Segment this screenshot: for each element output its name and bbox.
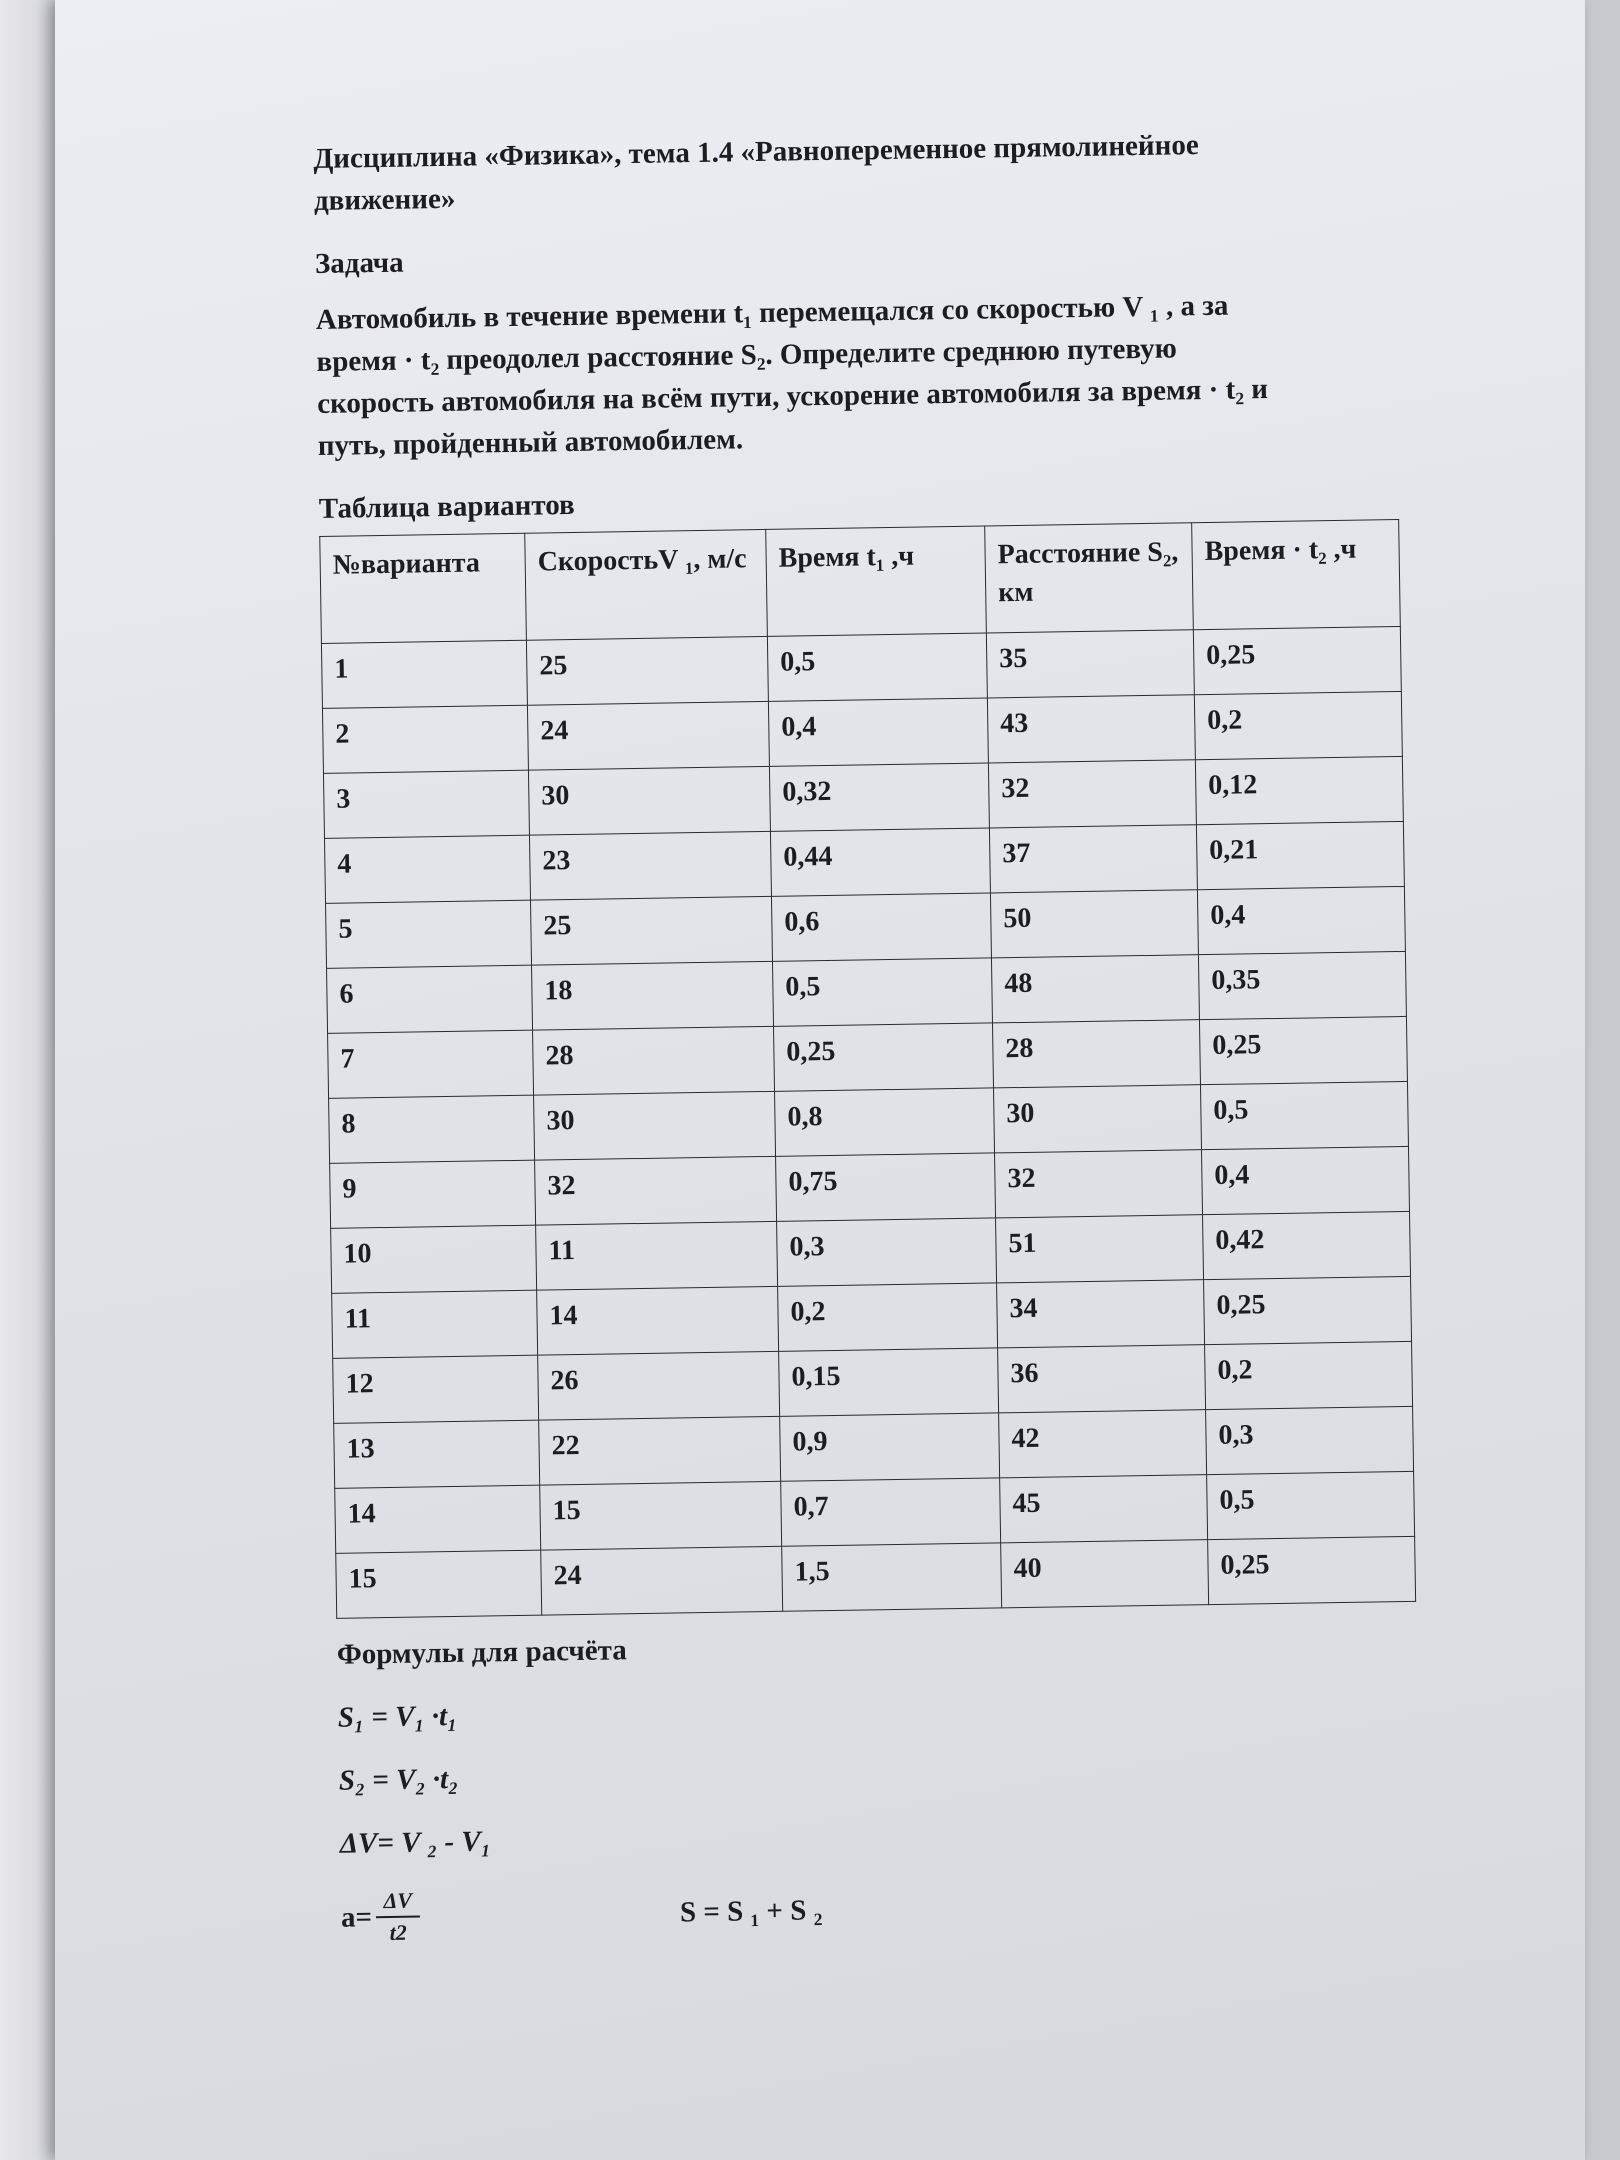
- table-header-row: [320, 519, 1401, 643]
- cell-distance: 37: [989, 825, 1197, 893]
- formula-delta-v: ΔV= V ₂ - V₁: [339, 1825, 492, 1860]
- formula-a-prefix: a=: [340, 1900, 373, 1934]
- cell-distance: 50: [990, 890, 1198, 958]
- cell-time-2: 0,3: [1206, 1406, 1414, 1474]
- cell-distance: 30: [994, 1085, 1202, 1153]
- task-line-3: скорость автомобиля на всём пути, ускорение автомобиля за время · t₂ и: [316, 373, 1269, 420]
- task-text: [316, 281, 1448, 467]
- cell-speed: 14: [537, 1286, 779, 1355]
- cell-time-1: 0,5: [772, 958, 992, 1026]
- cell-time-1: 0,75: [776, 1153, 996, 1221]
- cell-time-2: 0,21: [1196, 821, 1404, 889]
- cell-distance: 32: [988, 760, 1196, 828]
- cell-speed: 11: [536, 1221, 778, 1290]
- cell-time-2: 0,4: [1202, 1146, 1410, 1214]
- task-label: Задача: [314, 246, 404, 280]
- cell-variant: 11: [332, 1290, 538, 1358]
- formula-a-fraction: [376, 1888, 421, 1947]
- heading-line-2: движение»: [313, 182, 456, 217]
- cell-distance: 48: [991, 955, 1199, 1023]
- header-speed: СкоростьV ₁, м/с: [525, 529, 768, 640]
- cell-speed: 25: [530, 896, 772, 965]
- cell-variant: 8: [329, 1095, 535, 1163]
- cell-time-1: 0,7: [781, 1478, 1001, 1546]
- cell-variant: 5: [326, 900, 532, 968]
- cell-distance: 42: [999, 1410, 1207, 1478]
- cell-time-2: 0,4: [1197, 886, 1405, 954]
- cell-distance: 35: [986, 630, 1194, 698]
- cell-time-2: 0,25: [1193, 626, 1401, 694]
- header-distance: Расстояние S₂, км: [985, 523, 1194, 633]
- table-title: Таблица вариантов: [318, 488, 575, 525]
- document-content: [313, 120, 1461, 1946]
- cell-time-2: 0,42: [1203, 1211, 1411, 1279]
- cell-time-1: 0,3: [777, 1218, 997, 1286]
- formula-s2: S₂ = V₂ ·t₂: [338, 1762, 459, 1797]
- cell-time-2: 0,12: [1195, 756, 1403, 824]
- cell-time-2: 0,25: [1204, 1276, 1412, 1344]
- cell-variant: 1: [321, 640, 527, 708]
- cell-time-1: 0,25: [774, 1023, 994, 1091]
- cell-variant: 4: [325, 835, 531, 903]
- cell-speed: 26: [538, 1351, 780, 1420]
- cell-time-1: 0,44: [770, 828, 990, 896]
- cell-variant: 10: [331, 1225, 537, 1293]
- cell-time-1: 0,6: [771, 893, 991, 961]
- cell-time-1: 0,9: [780, 1413, 1000, 1481]
- variants-table: [319, 519, 1416, 1619]
- cell-time-1: 0,32: [769, 763, 989, 831]
- cell-distance: 34: [997, 1280, 1205, 1348]
- header-time-1: Время t₁ ,ч: [766, 526, 987, 636]
- cell-time-1: 0,4: [768, 698, 988, 766]
- cell-variant: 9: [330, 1160, 536, 1228]
- cell-time-1: 0,15: [779, 1348, 999, 1416]
- cell-distance: 36: [998, 1345, 1206, 1413]
- cell-distance: 32: [995, 1150, 1203, 1218]
- cell-time-1: 1,5: [782, 1543, 1002, 1611]
- fraction-denominator: t2: [389, 1919, 407, 1946]
- cell-time-1: 0,5: [767, 633, 987, 701]
- cell-variant: 13: [334, 1420, 540, 1488]
- cell-speed: 28: [533, 1026, 775, 1095]
- cell-speed: 32: [535, 1156, 777, 1225]
- formula-total-distance: S = S ₁ + S ₂: [679, 1893, 823, 1928]
- document-heading: [313, 121, 1414, 222]
- header-time-2: Время · t₂ ,ч: [1192, 519, 1401, 629]
- task-line-1: Автомобиль в течение времени t₁ перемещался со скоростью V ₁ , а за: [315, 289, 1229, 336]
- cell-variant: 6: [327, 965, 533, 1033]
- header-variant: №варианта: [320, 533, 527, 643]
- cell-time-2: 0,35: [1198, 951, 1406, 1019]
- formula-s1: S₁ = V₁ ·t₁: [337, 1699, 458, 1734]
- cell-speed: 23: [529, 831, 771, 900]
- fraction-bar: [376, 1916, 420, 1919]
- cell-distance: 40: [1001, 1540, 1209, 1608]
- formulas-title: Формулы для расчёта: [336, 1634, 627, 1671]
- cell-distance: 45: [1000, 1475, 1208, 1543]
- cell-distance: 28: [992, 1020, 1200, 1088]
- cell-time-1: 0,2: [778, 1283, 998, 1351]
- cell-speed: 30: [528, 766, 770, 835]
- cell-time-2: 0,2: [1205, 1341, 1413, 1409]
- cell-time-2: 0,2: [1194, 691, 1402, 759]
- cell-distance: 51: [996, 1215, 1204, 1283]
- cell-speed: 22: [539, 1416, 781, 1485]
- cell-variant: 3: [323, 770, 529, 838]
- cell-speed: 25: [526, 636, 768, 705]
- cell-variant: 15: [336, 1550, 542, 1618]
- task-line-2: время · t₂ преодолел расстояние S₂. Определите среднюю путевую: [316, 332, 1177, 378]
- cell-time-1: 0,8: [775, 1088, 995, 1156]
- cell-variant: 7: [328, 1030, 534, 1098]
- heading-line-1: Дисциплина «Физика», тема 1.4 «Равнопеременное прямолинейное: [313, 129, 1199, 175]
- cell-time-2: 0,25: [1208, 1536, 1416, 1604]
- paper-sheet: [55, 0, 1585, 2160]
- fraction-numerator: ΔV: [383, 1887, 413, 1914]
- cell-distance: 43: [987, 695, 1195, 763]
- cell-variant: 14: [335, 1485, 541, 1553]
- cell-variant: 2: [322, 705, 528, 773]
- cell-speed: 30: [534, 1091, 776, 1160]
- cell-time-2: 0,5: [1207, 1471, 1415, 1539]
- cell-time-2: 0,5: [1200, 1081, 1408, 1149]
- formula-row-acceleration: [341, 1871, 1462, 1947]
- cell-speed: 24: [541, 1546, 783, 1615]
- cell-speed: 24: [527, 701, 769, 770]
- task-line-4: путь, пройденный автомобилем.: [317, 423, 744, 462]
- cell-time-2: 0,25: [1199, 1016, 1407, 1084]
- cell-variant: 12: [333, 1355, 539, 1423]
- cell-speed: 15: [540, 1481, 782, 1550]
- cell-speed: 18: [532, 961, 774, 1030]
